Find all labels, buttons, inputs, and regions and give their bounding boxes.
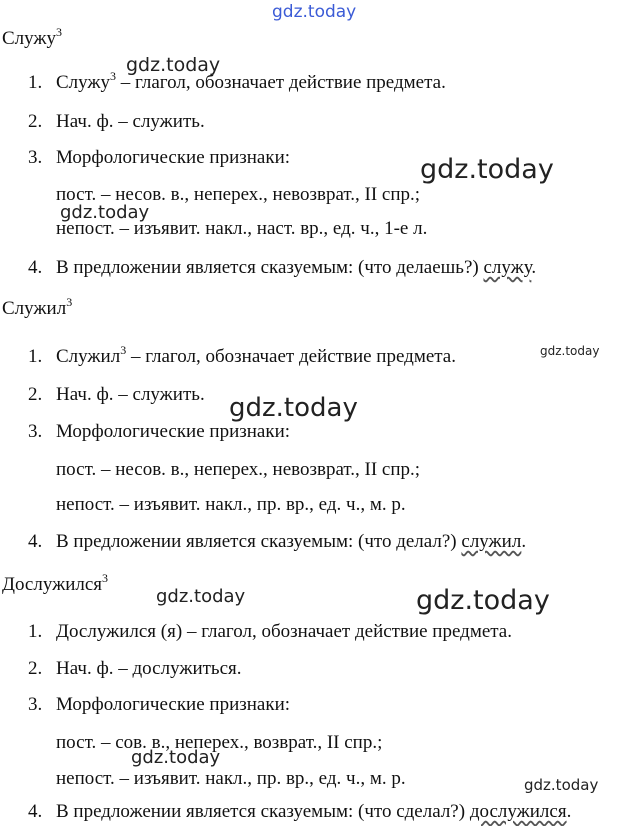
list-item: 4. В предложении является сказуемым: (что делаешь?) служу. bbox=[28, 257, 537, 278]
section-word: Дослужился$^3$ bbox=[2, 571, 109, 595]
section-word: Служил$^3$ bbox=[2, 295, 73, 319]
list-item: 4. В предложении является сказуемым: (что сделал?) дослужился. bbox=[28, 801, 572, 822]
watermark: gdz.today bbox=[126, 54, 221, 76]
watermark: gdz.today bbox=[420, 154, 554, 185]
morph-constant: пост. – сов. в., неперех., возврат., II спр.; bbox=[56, 732, 383, 753]
section-word: Служу$^3$ bbox=[2, 25, 63, 49]
watermark: gdz.today bbox=[416, 585, 550, 616]
watermark: gdz.today bbox=[156, 586, 246, 607]
morph-variable: непост. – изъявит. накл., наст. вр., ед. ч., 1-е л. bbox=[56, 218, 428, 239]
list-item: 2. Нач. ф. – дослужиться. bbox=[28, 658, 242, 679]
watermark: gdz.today bbox=[60, 202, 150, 223]
list-item: 1. Служу$^3$ – глагол, обозначает действие предмета. bbox=[28, 69, 446, 93]
watermark: gdz.today bbox=[131, 747, 221, 768]
list-item: 3. Морфологические признаки: bbox=[28, 694, 291, 715]
watermark: gdz.today bbox=[229, 393, 358, 423]
morph-variable: непост. – изъявит. накл., пр. вр., ед. ч., м. р. bbox=[56, 768, 406, 789]
morph-variable: непост. – изъявит. накл., пр. вр., ед. ч., м. р. bbox=[56, 494, 406, 515]
list-item: 2. Нач. ф. – служить. bbox=[28, 111, 205, 132]
list-item: 4. В предложении является сказуемым: (что делал?) служил. bbox=[28, 531, 527, 552]
watermark: gdz.today bbox=[524, 776, 599, 794]
list-item: 3. Морфологические признаки: bbox=[28, 421, 291, 442]
morph-constant: пост. – несов. в., неперех., невозврат., II спр.; bbox=[56, 184, 421, 205]
watermark: gdz.today bbox=[540, 344, 600, 358]
list-item: 3. Морфологические признаки: bbox=[28, 147, 291, 168]
list-item: 2. Нач. ф. – служить. bbox=[28, 384, 205, 405]
list-item: 1. Дослужился (я) – глагол, обозначает действие предмета. bbox=[28, 621, 512, 642]
list-item: 1. Служил$^3$ – глагол, обозначает действие предмета. bbox=[28, 343, 456, 367]
watermark-top: gdz.today bbox=[272, 2, 357, 22]
morph-constant: пост. – несов. в., неперех., невозврат., II спр.; bbox=[56, 459, 421, 480]
